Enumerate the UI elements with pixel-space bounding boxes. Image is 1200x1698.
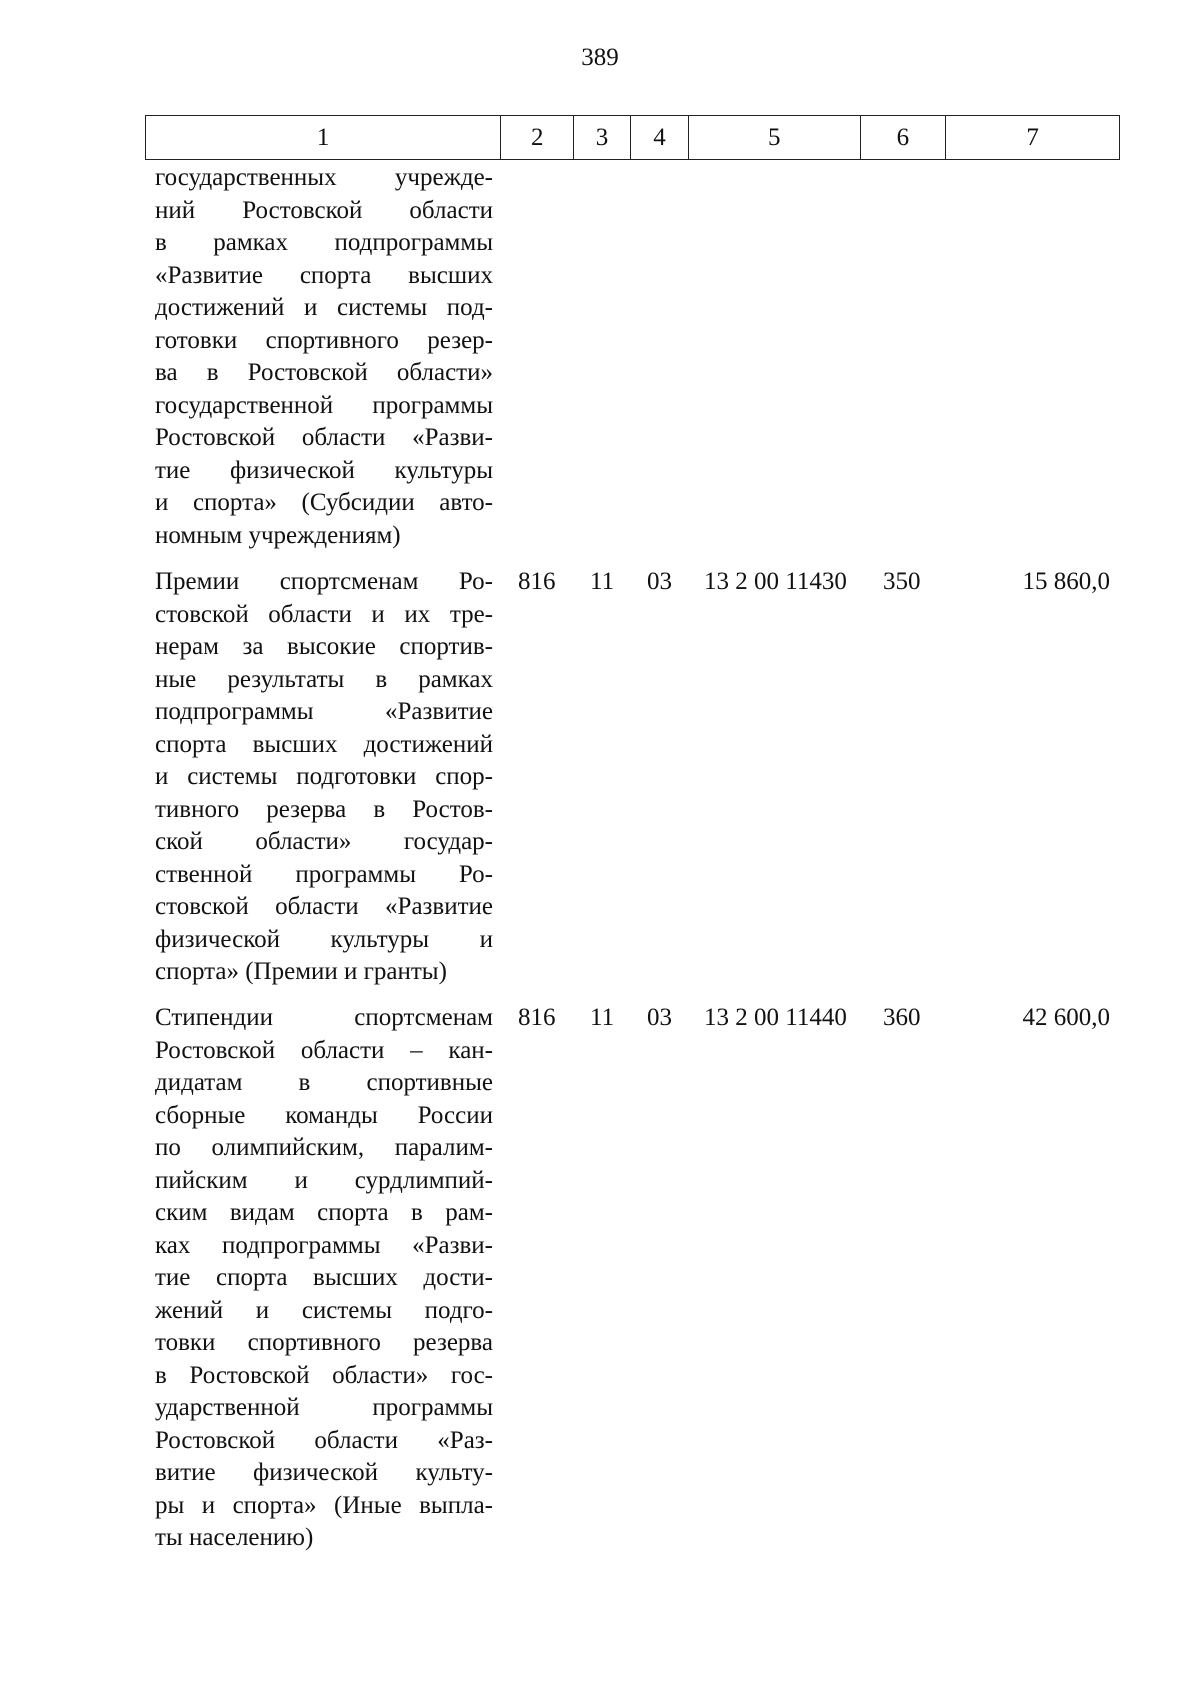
description-line: ты населению): [155, 1524, 314, 1551]
description-line: физической культуры и: [155, 925, 493, 953]
description-line: государственных учрежде-: [155, 164, 493, 191]
description-line: ударственной программы: [155, 1394, 493, 1421]
description-line: ским видам спорта в рам-: [155, 1199, 493, 1226]
cell-col-5: 13 2 00 11430: [704, 568, 847, 595]
table-row-values: [0, 566, 1200, 599]
table-row-description: [155, 566, 493, 989]
table-row-description: [155, 1002, 493, 1555]
description-line: тие физической культуры: [155, 456, 493, 484]
description-line: стовской области и их тре-: [155, 600, 493, 628]
description-line: ний Ростовской области: [155, 196, 493, 224]
header-col-6: 6: [861, 116, 947, 159]
description-line: готовки спортивного резер-: [155, 326, 493, 354]
cell-col-5: 13 2 00 11440: [704, 1004, 847, 1031]
header-col-4: 4: [631, 116, 689, 159]
description-line: и спорта» (Субсидии авто-: [155, 489, 493, 516]
cell-col-4: 03: [647, 568, 672, 595]
description-line: по олимпийским, паралим-: [155, 1134, 493, 1161]
cell-col-2: 816: [518, 1004, 556, 1031]
description-line: спорта» (Премии и гранты): [155, 958, 447, 985]
cell-col-3: 11: [590, 568, 615, 595]
description-line: ные результаты в рамках: [155, 665, 493, 693]
cell-col-2: 816: [518, 568, 556, 595]
cell-col-7: 15 860,0: [1022, 568, 1110, 595]
description-line: в Ростовской области» гос-: [155, 1361, 493, 1389]
description-line: ской области» государ-: [155, 828, 493, 855]
description-line: сборные команды России: [155, 1101, 493, 1129]
description-line: тивного резерва в Ростов-: [155, 795, 493, 823]
description-line: номным учреждениям): [155, 521, 401, 549]
description-line: подпрограммы «Развитие: [155, 698, 493, 725]
description-line: государственной программы: [155, 391, 493, 419]
table-header-row: [145, 115, 1120, 160]
description-line: ва в Ростовской области»: [155, 359, 493, 386]
description-line: нерам за высокие спортив-: [155, 633, 493, 660]
description-line: товки спортивного резерва: [155, 1329, 493, 1356]
description-line: Ростовской области «Раз-: [155, 1426, 493, 1454]
description-line: в рамках подпрограммы: [155, 229, 493, 256]
cell-col-3: 11: [590, 1004, 615, 1031]
description-line: дидатам в спортивные: [155, 1069, 493, 1096]
cell-col-6: 360: [883, 1004, 921, 1031]
table-row-values: [0, 1002, 1200, 1035]
description-line: ственной программы Ро-: [155, 860, 493, 888]
cell-col-7: 42 600,0: [1022, 1004, 1110, 1031]
description-line: жений и системы подго-: [155, 1296, 493, 1324]
cell-col-4: 03: [647, 1004, 672, 1031]
header-col-7: 7: [1026, 123, 1039, 151]
page-number: 389: [581, 44, 619, 71]
description-line: Ростовской области «Разви-: [155, 424, 493, 451]
header-col-2: 2: [501, 116, 574, 159]
description-line: пийским и сурдлимпий-: [155, 1166, 493, 1194]
description-line: Премии спортсменам Ро-: [155, 568, 493, 595]
description-line: Стипендии спортсменам: [155, 1004, 493, 1031]
description-line: и системы подготовки спор-: [155, 763, 493, 790]
description-line: достижений и системы под-: [155, 294, 493, 321]
table-row-description: [155, 162, 493, 552]
description-line: витие физической культу-: [155, 1459, 493, 1486]
cell-col-6: 350: [883, 568, 921, 595]
description-line: тие спорта высших дости-: [155, 1264, 493, 1291]
header-col-3: 3: [574, 116, 631, 159]
header-col-1: 1: [146, 116, 501, 159]
description-line: стовской области «Развитие: [155, 893, 493, 920]
description-line: ках подпрограммы «Разви-: [155, 1231, 493, 1259]
header-col-5: 5: [689, 116, 861, 159]
description-line: «Развитие спорта высших: [155, 261, 493, 289]
description-line: ры и спорта» (Иные выпла-: [155, 1491, 493, 1519]
description-line: спорта высших достижений: [155, 730, 493, 758]
description-line: Ростовской области – кан-: [155, 1036, 493, 1064]
